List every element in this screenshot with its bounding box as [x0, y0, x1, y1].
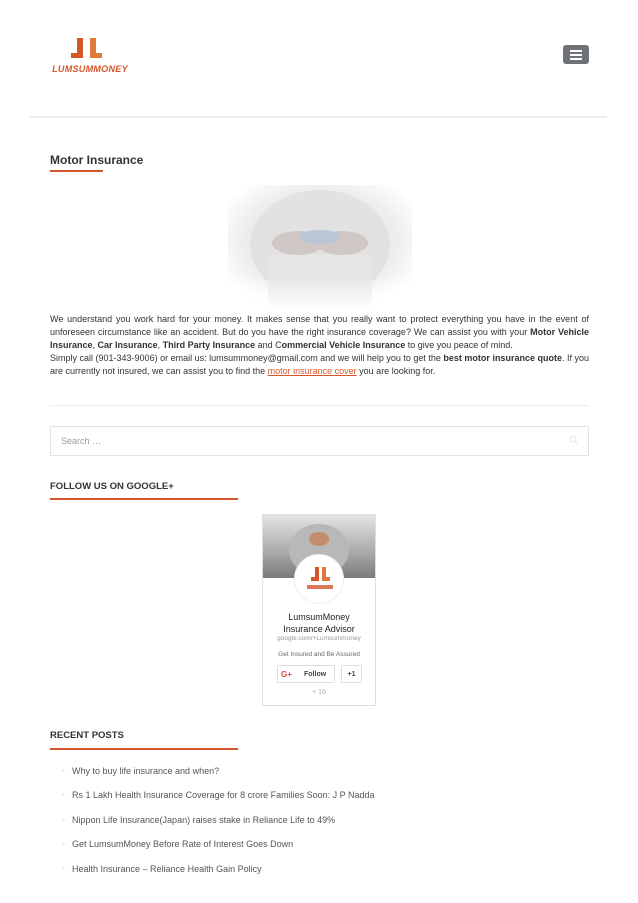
menu-button[interactable] [563, 45, 589, 64]
list-item [62, 766, 582, 790]
recent-post-link[interactable]: Nippon Life Insurance(Japan) raises stake in Reliance Life to 49% [72, 814, 336, 825]
google-plus-badge [262, 514, 376, 706]
article-divider [50, 405, 589, 406]
site-logo[interactable] [50, 38, 130, 78]
badge-page-name[interactable]: LumsumMoney Insurance Advisor [283, 612, 355, 635]
best-quote-text: best motor insurance quote [443, 353, 562, 364]
hero-image [228, 185, 412, 309]
commercial-vehicle-insurance-text: ommercial Vehicle Insurance [281, 340, 406, 351]
list-item [62, 815, 582, 839]
recent-post-link[interactable]: Why to buy life insurance and when? [72, 766, 220, 776]
article-body [50, 313, 589, 378]
car-insurance-text: Car Insurance [97, 340, 158, 351]
plus-one-button[interactable]: +1 [341, 665, 362, 683]
recent-posts-list [62, 766, 582, 888]
recent-posts-title: RECENT POSTS [50, 730, 124, 741]
motor-vehicle-insurance-text: Motor Vehicle Insurance [50, 327, 590, 351]
recent-posts-underline [50, 748, 238, 750]
avatar[interactable] [294, 554, 344, 604]
third-party-insurance-text: Third Party Insurance [162, 340, 256, 351]
logo-mark-icon [295, 555, 344, 604]
badge-tagline: Get Insured and Be Assured [278, 651, 360, 658]
follow-widget-title: FOLLOW US ON GOOGLE+ [50, 481, 174, 492]
list-item [62, 790, 582, 814]
article-paragraph-1: We understand you work hard for your money. It makes sense that you really want to protect everything you have in the event of unforeseen circumstance like an accident. But do you have the right insurance coverage? We can assist you with your Motor Vehicle Insurance, Car Insurance, Third Party Insurance and Commercial Vehicle Insurance to give you peace of mind. [50, 314, 590, 351]
hands-car-image-icon [228, 185, 412, 309]
search-icon[interactable] [569, 435, 579, 445]
follow-button-label: Follow [304, 671, 327, 678]
hamburger-icon [570, 50, 582, 52]
article-paragraph-2: Simply call (901-343-9006) or email us: lumsummoney@gmail.com and we will help you to get the best motor insurance quote. If you are currently not insured, we can assist you to find the motor insurance cover you are looking for. [50, 353, 589, 377]
header-divider [30, 116, 607, 118]
follower-count: + 16 [312, 689, 326, 696]
article-title: Motor Insurance [50, 153, 144, 167]
list-item [62, 839, 582, 863]
google-plus-icon: G+ [281, 670, 292, 679]
logo-text: LUMSUMMONEY [52, 64, 128, 74]
recent-post-link[interactable]: Health Insurance – Reliance Health Gain Policy [72, 863, 262, 874]
title-underline [50, 170, 103, 172]
search-input[interactable]: Search … [50, 426, 589, 456]
site-header [0, 0, 638, 118]
motor-insurance-cover-link[interactable]: motor insurance cover [267, 366, 357, 377]
recent-post-link[interactable]: Rs 1 Lakh Health Insurance Coverage for 8 crore Families Soon: J P Nadda [72, 790, 375, 801]
follow-button[interactable] [277, 665, 335, 683]
badge-url[interactable]: google.com/+Lumsummoney [277, 635, 361, 642]
follow-widget-underline [50, 498, 238, 500]
list-item [62, 864, 582, 888]
recent-post-link[interactable]: Get LumsumMoney Before Rate of Interest Goes Down [72, 839, 294, 850]
logo-mark-icon [68, 38, 108, 64]
